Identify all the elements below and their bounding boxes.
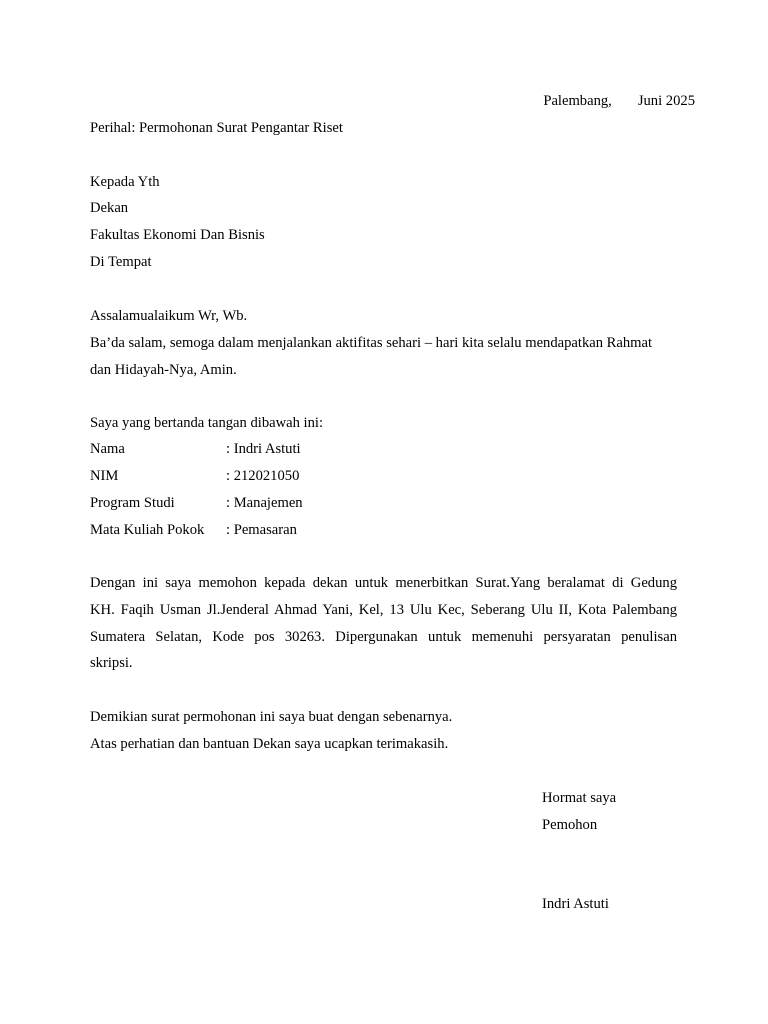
intro-line: Saya yang bertanda tangan dibawah ini: bbox=[90, 415, 324, 431]
recipient-line-4: Di Tempat bbox=[90, 254, 152, 270]
field-row-nama bbox=[90, 440, 301, 458]
field-value: : Manajemen bbox=[226, 495, 303, 511]
field-value: : Indri Astuti bbox=[226, 441, 301, 457]
field-value: : Pemasaran bbox=[226, 522, 297, 538]
greeting: Assalamualaikum Wr, Wb. bbox=[90, 308, 248, 324]
signature-role: Pemohon bbox=[542, 817, 598, 833]
body-line-2: KH. Faqih Usman Jl.Jenderal Ahmad Yani, Kel, 13 Ulu Kec, Seberang Ulu II, Kota Palembang bbox=[90, 602, 677, 618]
field-label: Mata Kuliah Pokok bbox=[90, 522, 205, 538]
recipient-line-3: Fakultas Ekonomi Dan Bisnis bbox=[90, 227, 265, 243]
field-row-program-studi bbox=[90, 494, 303, 512]
body-line-4: skripsi. bbox=[90, 655, 133, 671]
subject-line: Perihal: Permohonan Surat Pengantar Riset bbox=[90, 120, 343, 136]
signature-name: Indri Astuti bbox=[542, 896, 609, 912]
opening-line-2: dan Hidayah-Nya, Amin. bbox=[90, 362, 237, 378]
recipient-line-2: Dekan bbox=[90, 200, 129, 216]
field-label: Nama bbox=[90, 441, 125, 457]
body-line-3: Sumatera Selatan, Kode pos 30263. Dipergunakan untuk memenuhi persyaratan penulisan bbox=[90, 629, 677, 645]
field-label: NIM bbox=[90, 468, 119, 484]
closing-line-1: Demikian surat permohonan ini saya buat dengan sebenarnya. bbox=[90, 709, 453, 725]
recipient-line-1: Kepada Yth bbox=[90, 174, 160, 190]
place-date bbox=[543, 92, 695, 110]
closing-line-2: Atas perhatian dan bantuan Dekan saya ucapkan terimakasih. bbox=[90, 736, 449, 752]
opening-line-1: Ba’da salam, semoga dalam menjalankan aktifitas sehari – hari kita selalu mendapatkan Rahmat bbox=[90, 335, 653, 351]
date-text: Juni 2025 bbox=[637, 93, 695, 109]
field-label: Program Studi bbox=[90, 495, 175, 511]
field-row-mata-kuliah bbox=[90, 521, 297, 539]
field-value: : 212021050 bbox=[226, 468, 300, 484]
body-line-1: Dengan ini saya memohon kepada dekan untuk menerbitkan Surat.Yang beralamat di Gedung bbox=[90, 575, 677, 591]
signature-salutation: Hormat saya bbox=[542, 790, 617, 806]
field-row-nim bbox=[90, 467, 299, 485]
place-text: Palembang, bbox=[543, 93, 612, 109]
